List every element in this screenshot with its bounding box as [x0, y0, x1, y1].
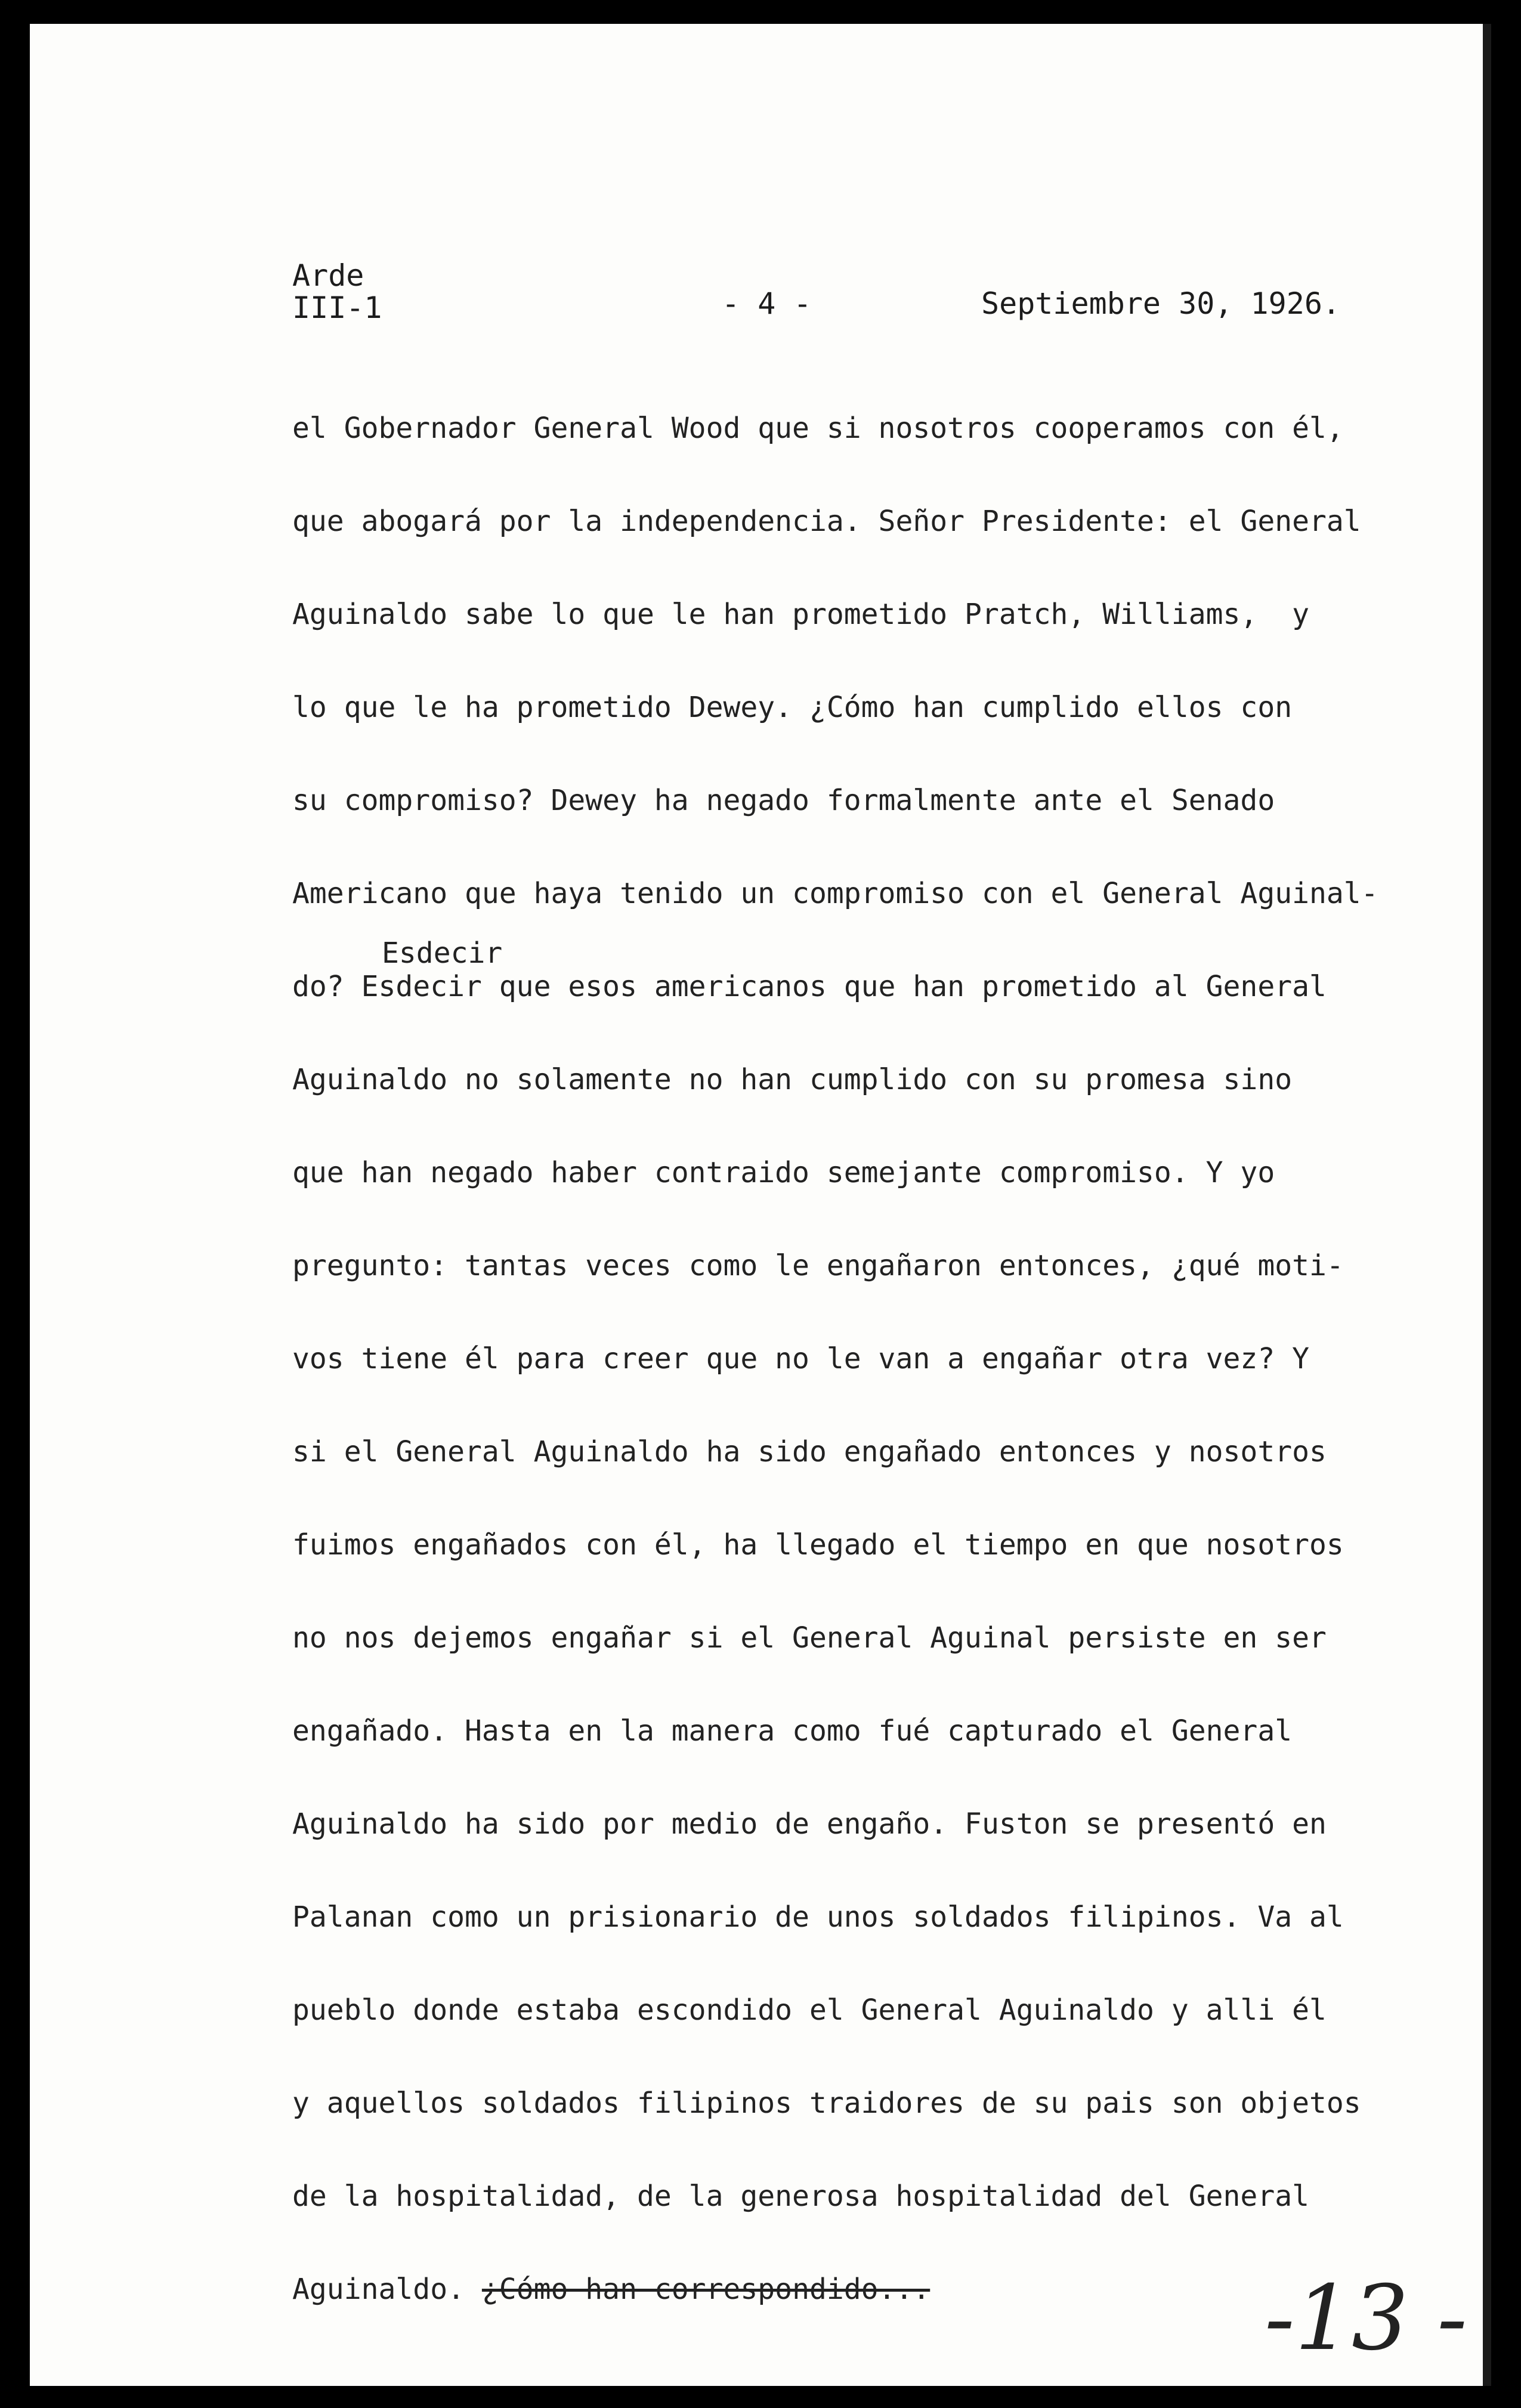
document-reference — [292, 259, 382, 324]
body-line: lo que le ha prometido Dewey. ¿Cómo han cumplido ellos con — [292, 691, 1293, 724]
body-line: el Gobernador General Wood que si nosotros cooperamos con él, — [292, 412, 1344, 445]
body-line: que abogará por la independencia. Señor Presidente: el General — [292, 505, 1361, 538]
document-date: Septiembre 30, 1926. — [981, 286, 1341, 321]
folio-number: -13 - — [1265, 2267, 1467, 2370]
page-number: - 4 - — [722, 286, 812, 321]
last-line-text: Aguinaldo. — [292, 2273, 465, 2306]
body-line: pregunto: tantas veces como le engañaron entonces, ¿qué moti- — [292, 1249, 1344, 1282]
body-line: pueblo donde estaba escondido el General Aguinaldo y alli él — [292, 1993, 1327, 2027]
body-line: fuimos engañados con él, ha llegado el tiempo en que nosotros — [292, 1528, 1344, 1562]
body-line: do? Esdecir que esos americanos que han prometido al General — [292, 970, 1327, 1003]
body-line: su compromiso? Dewey ha negado formalmente ante el Senado — [292, 784, 1275, 817]
body-line: que han negado haber contraido semejante compromiso. Y yo — [292, 1156, 1275, 1189]
handwritten-insert: Esdecir — [382, 936, 503, 970]
body-line: Aguinaldo ha sido por medio de engaño. Fuston se presentó en — [292, 1807, 1327, 1841]
body-line: de la hospitalidad, de la generosa hospitalidad del General — [292, 2180, 1310, 2213]
body-line: Palanan como un prisionario de unos soldados filipinos. Va al — [292, 1900, 1344, 1934]
last-body-line — [292, 2273, 1426, 2366]
body-line: Aguinaldo no solamente no han cumplido con su promesa sino — [292, 1063, 1293, 1096]
document-page — [30, 24, 1491, 2386]
body-line: Aguinaldo sabe lo que le han prometido Pratch, Williams, y — [292, 598, 1310, 631]
body-line: Americano que haya tenido un compromiso con el General Aguinal- — [292, 877, 1378, 910]
body-line: si el General Aguinaldo ha sido engañado entonces y nosotros — [292, 1435, 1327, 1469]
body-line: y aquellos soldados filipinos traidores de su pais son objetos — [292, 2086, 1361, 2120]
body-line: no nos dejemos engañar si el General Aguinal persiste en ser — [292, 1621, 1327, 1655]
typed-body — [292, 412, 1426, 2366]
body-line: vos tiene él para creer que no le van a engañar otra vez? Y — [292, 1342, 1310, 1375]
reference-line-1: Arde — [292, 258, 364, 293]
struck-text: ¿Cómo han correspondido... — [481, 2273, 930, 2306]
body-line: engañado. Hasta en la manera como fué capturado el General — [292, 1714, 1293, 1748]
reference-line-2: III-1 — [292, 290, 382, 325]
